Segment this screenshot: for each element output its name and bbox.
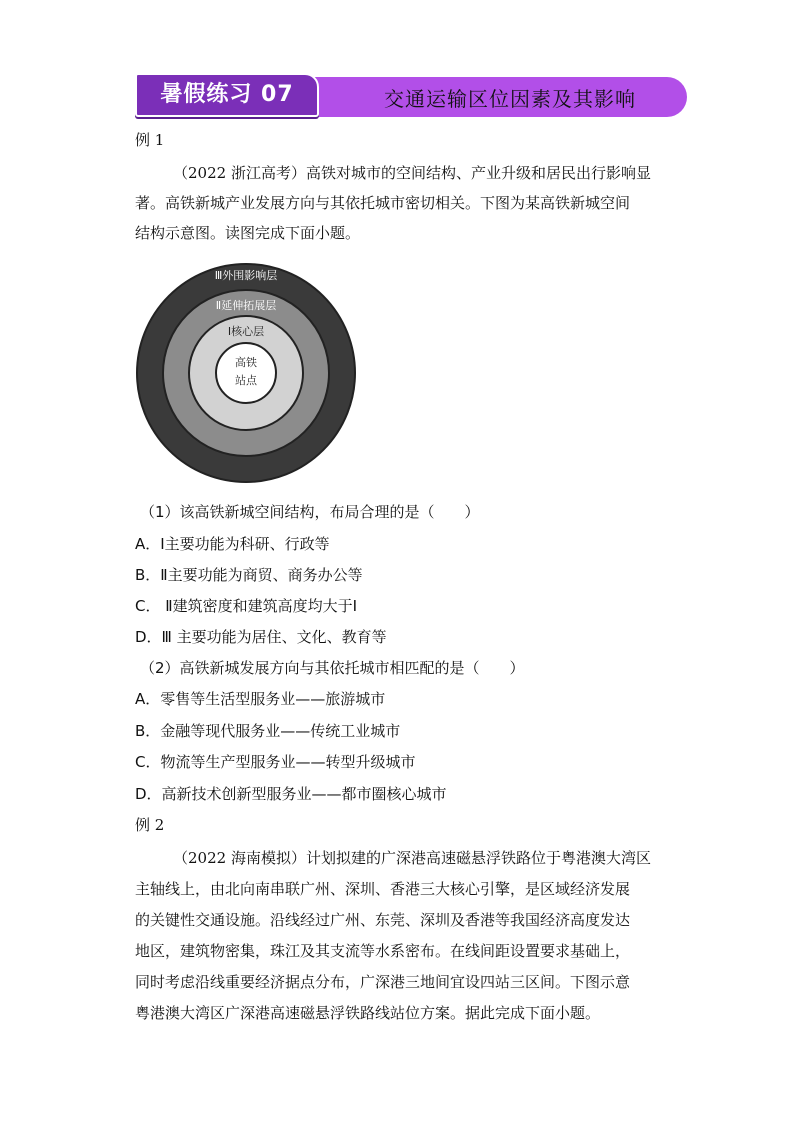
q1-option-a[interactable]: A．Ⅰ主要功能为科研、行政等 xyxy=(135,535,330,553)
ring3-label: Ⅲ外围影响层 xyxy=(214,269,278,282)
example2-intro-line3: 的关键性交通设施。沿线经过广州、东莞、深圳及香港等我国经济高度发达 xyxy=(135,911,631,929)
q2-option-c[interactable]: C．物流等生产型服务业——转型升级城市 xyxy=(135,753,416,771)
example1-label: 例 1 xyxy=(135,131,165,149)
ring1-label: Ⅰ核心层 xyxy=(227,325,265,338)
section-header xyxy=(135,73,687,119)
example2-intro-line4: 地区，建筑物密集，珠江及其支流等水系密布。在线间距设置要求基础上， xyxy=(135,942,631,960)
q2-option-d[interactable]: D．高新技术创新型服务业——都市圈核心城市 xyxy=(135,785,447,803)
example2-intro-line6: 粤港澳大湾区广深港高速磁悬浮铁路线站位方案。据此完成下面小题。 xyxy=(135,1004,601,1022)
q1-option-d[interactable]: D．Ⅲ 主要功能为居住、文化、教育等 xyxy=(135,628,387,646)
example1-intro-line1: （2022 浙江高考）高铁对城市的空间结构、产业升级和居民出行影响显 xyxy=(173,164,651,182)
question2-stem: （2）高铁新城发展方向与其依托城市相匹配的是（ ） xyxy=(140,659,525,677)
q1-option-c[interactable]: C． Ⅱ建筑密度和建筑高度均大于Ⅰ xyxy=(135,597,358,615)
q1-option-b[interactable]: B．Ⅱ主要功能为商贸、商务办公等 xyxy=(135,566,363,584)
center-label-line2: 站点 xyxy=(235,374,257,387)
example2-intro-line5: 同时考虑沿线重要经济据点分布，广深港三地间宜设四站三区间。下图示意 xyxy=(135,973,631,991)
example2-label: 例 2 xyxy=(135,816,165,834)
example2-intro-line1: （2022 海南模拟）计划拟建的广深港高速磁悬浮铁路位于粤港澳大湾区 xyxy=(173,849,651,867)
example1-intro-line3: 结构示意图。读图完成下面小题。 xyxy=(135,224,361,242)
page-title: 交通运输区位因素及其影响 xyxy=(384,87,636,111)
ring2-label: Ⅱ延伸拓展层 xyxy=(215,299,277,312)
q2-option-a[interactable]: A．零售等生活型服务业——旅游城市 xyxy=(135,690,386,708)
hsr-station-center xyxy=(216,343,276,403)
center-label-line1: 高铁 xyxy=(235,356,257,369)
example1-intro-line2: 著。高铁新城产业发展方向与其依托城市密切相关。下图为某高铁新城空间 xyxy=(135,194,631,212)
example2-intro-line2: 主轴线上，由北向南串联广州、深圳、香港三大核心引擎，是区域经济发展 xyxy=(135,880,631,898)
q2-option-b[interactable]: B．金融等现代服务业——传统工业城市 xyxy=(135,722,401,740)
exercise-tag: 暑假练习 07 xyxy=(135,73,319,117)
question1-stem: （1）该高铁新城空间结构，布局合理的是（ ） xyxy=(140,503,480,521)
hsr-new-town-structure-diagram xyxy=(135,262,357,484)
